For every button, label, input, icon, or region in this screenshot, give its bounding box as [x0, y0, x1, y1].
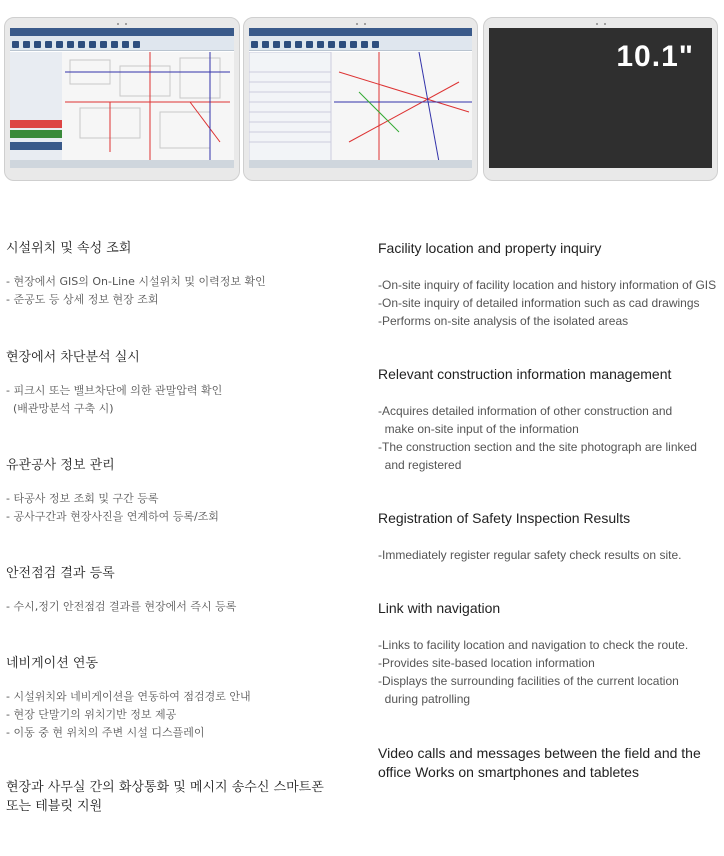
feature-title-ko: 현장과 사무실 간의 화상통화 및 메시지 송수신 스마트폰 또는 테블릿 지원 [6, 780, 324, 814]
gis-app-screen [10, 28, 234, 168]
feature-title-ko: 시설위치 및 속성 조회 [6, 241, 132, 256]
feature-title-ko: 안전점검 결과 등록 [6, 566, 115, 581]
feature-title-ko: 유관공사 정보 관리 [6, 458, 115, 473]
feature-line-ko: - 수시,정기 안전점검 결과를 현장에서 즉시 등록 [6, 600, 237, 613]
feature-line-ko: - 시설위치와 네비게이션을 연동하여 점검경로 안내 [6, 690, 251, 703]
feature-line-ko: - 공사구간과 현장사진을 연계하여 등록/조회 [6, 510, 219, 523]
feature-line-en: -On-site inquiry of detailed information such as cad drawings [378, 296, 700, 310]
gis-map [249, 52, 472, 160]
tablet-screenshot-2 [243, 17, 478, 181]
feature-line-en: -On-site inquiry of facility location and history information of GIS [378, 278, 717, 292]
feature-title-ko: 네비게이션 연동 [6, 656, 99, 671]
feature-line-en: and registered [378, 458, 462, 472]
feature-line-en: -Links to facility location and navigation to check the route. [378, 638, 689, 652]
feature-line-ko: - 현장에서 GIS의 On-Line 시설위치 및 이력정보 확인 [6, 275, 266, 288]
feature-line-en: make on-site input of the information [378, 422, 579, 436]
feature-title-en: Relevant construction information management [378, 366, 672, 382]
tablet-screenshot-3 [483, 17, 718, 181]
feature-title-en: Facility location and property inquiry [378, 240, 602, 256]
feature-title-ko: 현장에서 차단분석 실시 [6, 350, 140, 365]
feature-line-en: -Displays the surrounding facilities of the current location [378, 674, 679, 688]
feature-line-en: -The construction section and the site photograph are linked [378, 440, 697, 454]
screen-size-label: 10.1" [616, 40, 694, 73]
feature-line-ko: - 타공사 정보 조회 및 구간 등록 [6, 492, 159, 505]
feature-line-ko: (배관망분석 구축 시) [6, 402, 114, 415]
feature-line-en: during patrolling [378, 692, 471, 706]
gis-app-screen [249, 28, 472, 168]
feature-line-en: -Provides site-based location information [378, 656, 595, 670]
tablet-screenshot-1 [4, 17, 240, 181]
feature-line-ko: - 준공도 등 상세 정보 현장 조회 [6, 293, 159, 306]
feature-line-ko: - 피크시 또는 밸브차단에 의한 관말압력 확인 [6, 384, 223, 397]
feature-line-ko: - 현장 단말기의 위치기반 정보 제공 [6, 708, 177, 721]
feature-title-en: Video calls and messages between the field and the office Works on smartphones and tabletes [378, 745, 701, 780]
feature-title-en: Link with navigation [378, 600, 501, 616]
blank-screen [489, 28, 712, 168]
feature-line-ko: - 이동 중 현 위치의 주변 시설 디스플레이 [6, 726, 205, 739]
feature-line-en: -Acquires detailed information of other construction and [378, 404, 673, 418]
feature-line-en: -Immediately register regular safety check results on site. [378, 548, 682, 562]
feature-title-en: Registration of Safety Inspection Results [378, 510, 631, 526]
feature-line-en: -Performs on-site analysis of the isolated areas [378, 314, 629, 328]
gis-map [10, 52, 234, 160]
